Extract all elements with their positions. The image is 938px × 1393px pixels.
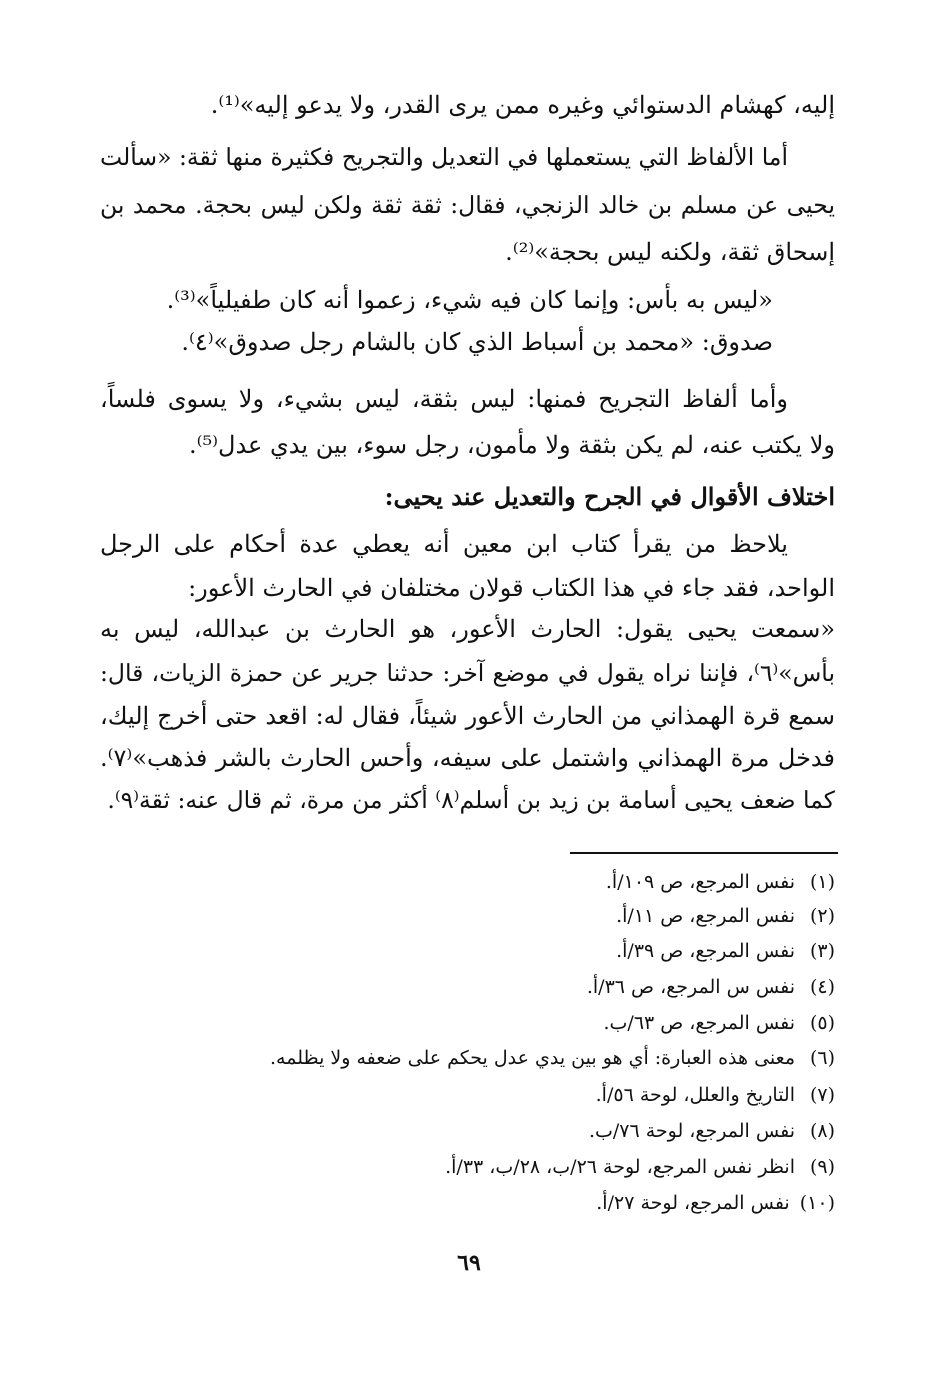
footnote-text: نفس المرجع، ص ١٠٩/أ. [605,871,795,893]
footnote-text: نفس المرجع، لوحة ٧٦/ب. [588,1120,795,1142]
body-line-8: الواحد، فقد جاء في هذا الكتاب قولان مختلفان في الحارث الأعور: [188,574,835,602]
footnote-text: نفس المرجع، لوحة ٢٧/أ. [596,1192,790,1214]
footnote-7 [100,1078,835,1112]
footnote-4 [100,970,835,1004]
body-line-6: ولا يكتب عنه، لم يكن بثقة ولا مأمون، رجل سوء، بين يدي عدل⁽⁵⁾. [188,431,835,459]
footnote-number: (٨) [809,1120,835,1142]
footnote-text: نفس المرجع، ص ١١/أ. [616,905,795,927]
footnote-9 [100,1150,835,1184]
footnote-text: التاريخ والعلل، لوحة ٥٦/أ. [595,1084,795,1106]
footnote-divider [570,852,838,854]
footnote-number: (٤) [809,976,835,998]
footnote-text: نفس المرجع، ص ٦٣/ب. [603,1012,795,1034]
footnote-text: معنى هذه العبارة: أي هو بين يدي عدل يحكم على ضعفه ولا يظلمه. [270,1047,795,1069]
footnote-8 [100,1114,835,1148]
body-line-4: إسحاق ثقة، ولكنه ليس بحجة»⁽²⁾. [505,238,835,266]
footnote-number: (٦) [809,1047,835,1069]
body-line-12: فدخل مرة الهمذاني واشتمل على سيفه، وأحس الحارث بالشر فذهب»⁽٧⁾. [100,744,835,772]
footnote-text: انظر نفس المرجع، لوحة ٢٦/ب، ٢٨/ب، ٣٣/أ. [445,1156,795,1178]
section-heading: اختلاف الأقوال في الجرح والتعديل عند يحيى: [384,482,835,511]
body-line-13: كما ضعف يحيى أسامة بن زيد بن أسلم⁽٨⁾ أكثر من مرة، ثم قال عنه: ثقة⁽٩⁾. [107,786,835,814]
body-line-5: وأما ألفاظ التجريح فمنها: ليس بثقة، ليس بشيء، ولا يسوى فلساً، [100,385,788,413]
footnote-number: (٧) [809,1084,835,1106]
footnote-number: (٢) [809,905,835,927]
body-line-7: يلاحظ من يقرأ كتاب ابن معين أنه يعطي عدة أحكام على الرجل [100,530,788,558]
footnote-6 [100,1041,835,1075]
body-line-3: يحيى عن مسلم بن خالد الزنجي، فقال: ثقة ثقة ولكن ليس بحجة. محمد بن [100,191,835,219]
page-number: ٦٩ [457,1250,481,1276]
quote-line-2: صدوق: «محمد بن أسباط الذي كان بالشام رجل صدوق»⁽٤⁾. [181,328,773,356]
body-line-2: أما الألفاظ التي يستعملها في التعديل والتجريح فكثيرة منها ثقة: «سألت [100,143,788,171]
footnote-text: نفس س المرجع، ص ٣٦/أ. [586,976,795,998]
footnote-5 [100,1006,835,1040]
footnote-number: (١٠) [799,1192,835,1214]
body-line-10: بأس»⁽٦⁾، فإننا نراه يقول في موضع آخر: حدثنا جرير عن حمزة الزيات، قال: [100,659,835,687]
body-line-1: إليه، كهشام الدستوائي وغيره ممن يرى القدر، ولا يدعو إليه»⁽¹⁾. [210,91,835,119]
body-line-9: «سمعت يحيى يقول: الحارث الأعور، هو الحارث بن عبدالله، ليس به [100,615,835,643]
body-line-11: سمع قرة الهمذاني من الحارث الأعور شيئاً، فقال له: اقعد حتى أخرج إليك، [100,702,835,730]
footnote-number: (٥) [809,1012,835,1034]
quote-line-1: «ليس به بأس: وإنما كان فيه شيء، زعموا أنه كان طفيلياً»⁽³⁾. [166,286,773,314]
footnote-number: (٩) [809,1156,835,1178]
footnote-1 [100,865,835,899]
footnote-text: نفس المرجع، ص ٣٩/أ. [616,940,795,962]
footnote-10 [100,1186,835,1220]
footnote-2 [100,899,835,933]
footnote-number: (١) [809,871,835,893]
footnote-number: (٣) [809,940,835,962]
footnote-3 [100,934,835,968]
